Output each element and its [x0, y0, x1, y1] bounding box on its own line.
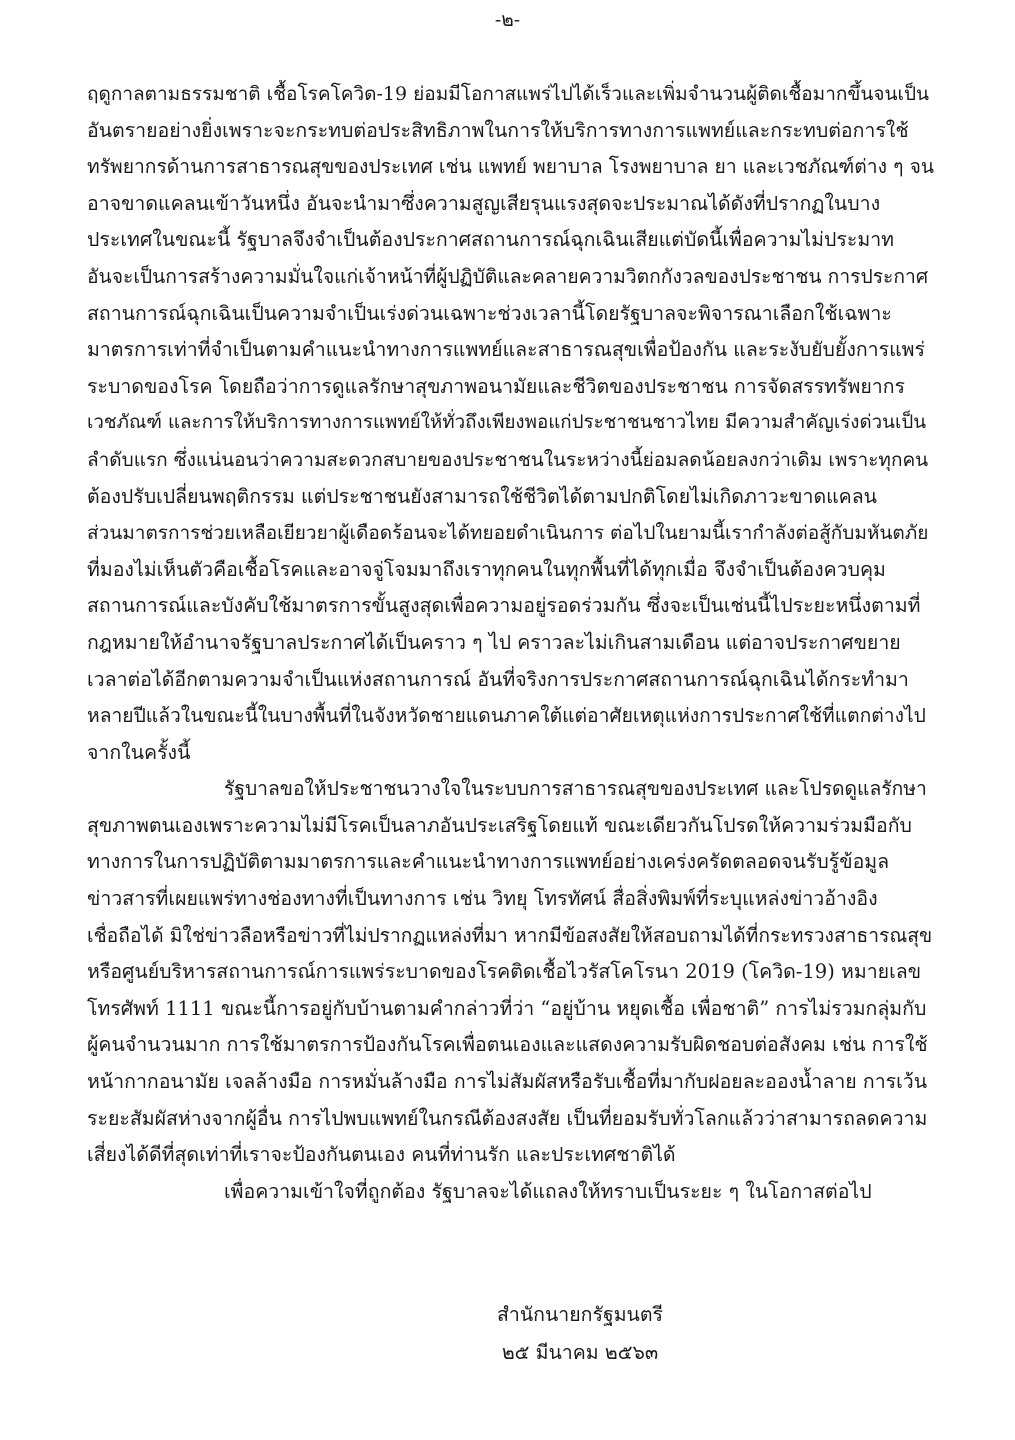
body-line: ระบาดของโรค โดยถือว่าการดูแลรักษาสุขภาพอนามัยและชีวิตของประชาชน การจัดสรรทรัพยากร [87, 374, 906, 398]
body-line: ฤดูกาลตามธรรมชาติ เชื้อโรคโควิด-19 ย่อมมีโอกาสแพร่ไปได้เร็วและเพิ่มจำนวนผู้ติดเชื้อมากขึ้นจนเป็น [87, 83, 930, 105]
body-line: เสี่ยงได้ดีที่สุดเท่าที่เราจะป้องกันตนเอง คนที่ท่านรัก และประเทศชาติได้ [87, 1143, 676, 1167]
body-line: อันจะเป็นการสร้างความมั่นใจแก่เจ้าหน้าที่ผู้ปฏิบัติและคลายความวิตกกังวลของประชาชน การประกาศ [87, 264, 929, 288]
body-line: หลายปีแล้วในขณะนี้ในบางพื้นที่ในจังหวัดชายแดนภาคใต้แต่อาศัยเหตุแห่งการประกาศใช้ที่แตกต่างไป [87, 704, 926, 728]
body-line: อาจขาดแคลนเข้าวันหนึ่ง อันจะนำมาซึ่งความสูญเสียรุนแรงสุดจะประมาณได้ดังที่ปรากฏในบาง [87, 191, 881, 215]
body-line: ประเทศในขณะนี้ รัฐบาลจึงจำเป็นต้องประกาศสถานการณ์ฉุกเฉินเสียแต่บัดนี้เพื่อความไม่ประมาท [87, 228, 895, 252]
page-number: -๒- [494, 9, 521, 31]
body-line: ผู้คนจำนวนมาก การใช้มาตรการป้องกันโรคเพื่อตนเองและแสดงความรับผิดชอบต่อสังคม เช่น การใช้ [87, 1033, 928, 1057]
body-line: ข่าวสารที่เผยแพร่ทางช่องทางที่เป็นทางการ เช่น วิทยุ โทรทัศน์ สื่อสิ่งพิมพ์ที่ระบุแหล่งข่าวอ้างอิง [87, 887, 878, 911]
body-line: ลำดับแรก ซึ่งแน่นอนว่าความสะดวกสบายของประชาชนในระหว่างนี้ย่อมลดน้อยลงกว่าเดิม เพราะทุกคน [87, 448, 929, 471]
body-line: รัฐบาลขอให้ประชาชนวางใจในระบบการสาธารณสุขของประเทศ และโปรดดูแลรักษา [224, 777, 927, 801]
issuing-office: สำนักนายกรัฐมนตรี [496, 1303, 664, 1326]
document-body [87, 76, 935, 1210]
body-line: เวลาต่อได้อีกตามความจำเป็นแห่งสถานการณ์ อันที่จริงการประกาศสถานการณ์ฉุกเฉินได้กระทำมา [87, 667, 909, 691]
body-line: โทรศัพท์ 1111 ขณะนี้การอยู่กับบ้านตามคำกล่าวที่ว่า “อยู่บ้าน หยุดเชื้อ เพื่อชาติ” การไม่รวมกลุ่มกับ [87, 996, 927, 1020]
body-line: ระยะสัมผัสห่างจากผู้อื่น การไปพบแพทย์ในกรณีต้องสงสัย เป็นที่ยอมรับทั่วโลกแล้วว่าสามารถลดความ [87, 1106, 928, 1130]
body-line: สถานการณ์และบังคับใช้มาตรการขั้นสูงสุดเพื่อความอยู่รอดร่วมกัน ซึ่งจะเป็นเช่นนี้ไประยะหนึ่งตามที่ [87, 594, 921, 618]
issue-date: ๒๕ มีนาคม ๒๕๖๓ [501, 1341, 659, 1364]
body-line: มาตรการเท่าที่จำเป็นตามคำแนะนำทางการแพทย์และสาธารณสุขเพื่อป้องกัน และระงับยับยั้งการแพร่ [87, 338, 925, 362]
body-line: อันตรายอย่างยิ่งเพราะจะกระทบต่อประสิทธิภาพในการให้บริการทางการแพทย์และกระทบต่อการใช้ [87, 118, 909, 142]
body-line: ทรัพยากรด้านการสาธารณสุขของประเทศ เช่น แพทย์ พยาบาล โรงพยาบาล ยา และเวชภัณฑ์ต่าง ๆ จน [87, 155, 935, 179]
body-line: หน้ากากอนามัย เจลล้างมือ การหมั่นล้างมือ การไม่สัมผัสหรือรับเชื้อที่มากับฝอยละอองน้ำลาย การเว้น [87, 1070, 928, 1094]
body-line: สถานการณ์ฉุกเฉินเป็นความจำเป็นเร่งด่วนเฉพาะช่วงเวลานี้โดยรัฐบาลจะพิจารณาเลือกใช้เฉพาะ [87, 301, 892, 325]
body-line: หรือศูนย์บริหารสถานการณ์การแพร่ระบาดของโรคติดเชื้อไวรัสโคโรนา 2019 (โควิด-19) หมายเลข [87, 960, 922, 984]
body-line: ทางการในการปฏิบัติตามมาตรการและคำแนะนำทางการแพทย์อย่างเคร่งครัดตลอดจนรับรู้ข้อมูล [87, 850, 890, 874]
body-line: ส่วนมาตรการช่วยเหลือเยียวยาผู้เดือดร้อนจะได้ทยอยดำเนินการ ต่อไปในยามนี้เรากำลังต่อสู้กับมหันตภัย [87, 522, 929, 545]
body-line: สุขภาพตนเองเพราะความไม่มีโรคเป็นลาภอันประเสริฐโดยแท้ ขณะเดียวกันโปรดให้ความร่วมมือกับ [87, 813, 912, 837]
body-line: ต้องปรับเปลี่ยนพฤติกรรม แต่ประชาชนยังสามารถใช้ชีวิตได้ตามปกติโดยไม่เกิดภาวะขาดแคลน [87, 484, 878, 508]
body-line: กฎหมายให้อำนาจรัฐบาลประกาศได้เป็นคราว ๆ ไป คราวละไม่เกินสามเดือน แต่อาจประกาศขยาย [87, 630, 901, 654]
signature-block [470, 1296, 690, 1372]
body-line: เวชภัณฑ์ และการให้บริการทางการแพทย์ให้ทั่วถึงเพียงพอแก่ประชาชนชาวไทย มีความสำคัญเร่งด่วนเป็น [87, 412, 927, 434]
body-line: เพื่อความเข้าใจที่ถูกต้อง รัฐบาลจะได้แถลงให้ทราบเป็นระยะ ๆ ในโอกาสต่อไป [224, 1179, 872, 1203]
body-line: ที่มองไม่เห็นตัวคือเชื้อโรคและอาจจู่โจมมาถึงเราทุกคนในทุกพื้นที่ได้ทุกเมื่อ จึงจำเป็นต้องควบคุม [87, 557, 886, 581]
body-line: จากในครั้งนี้ [87, 740, 191, 764]
body-line: เชื่อถือได้ มิใช่ข่าวลือหรือข่าวที่ไม่ปรากฏแหล่งที่มา หากมีข้อสงสัยให้สอบถามได้ที่กระทรวงสาธารณสุข [87, 923, 933, 947]
